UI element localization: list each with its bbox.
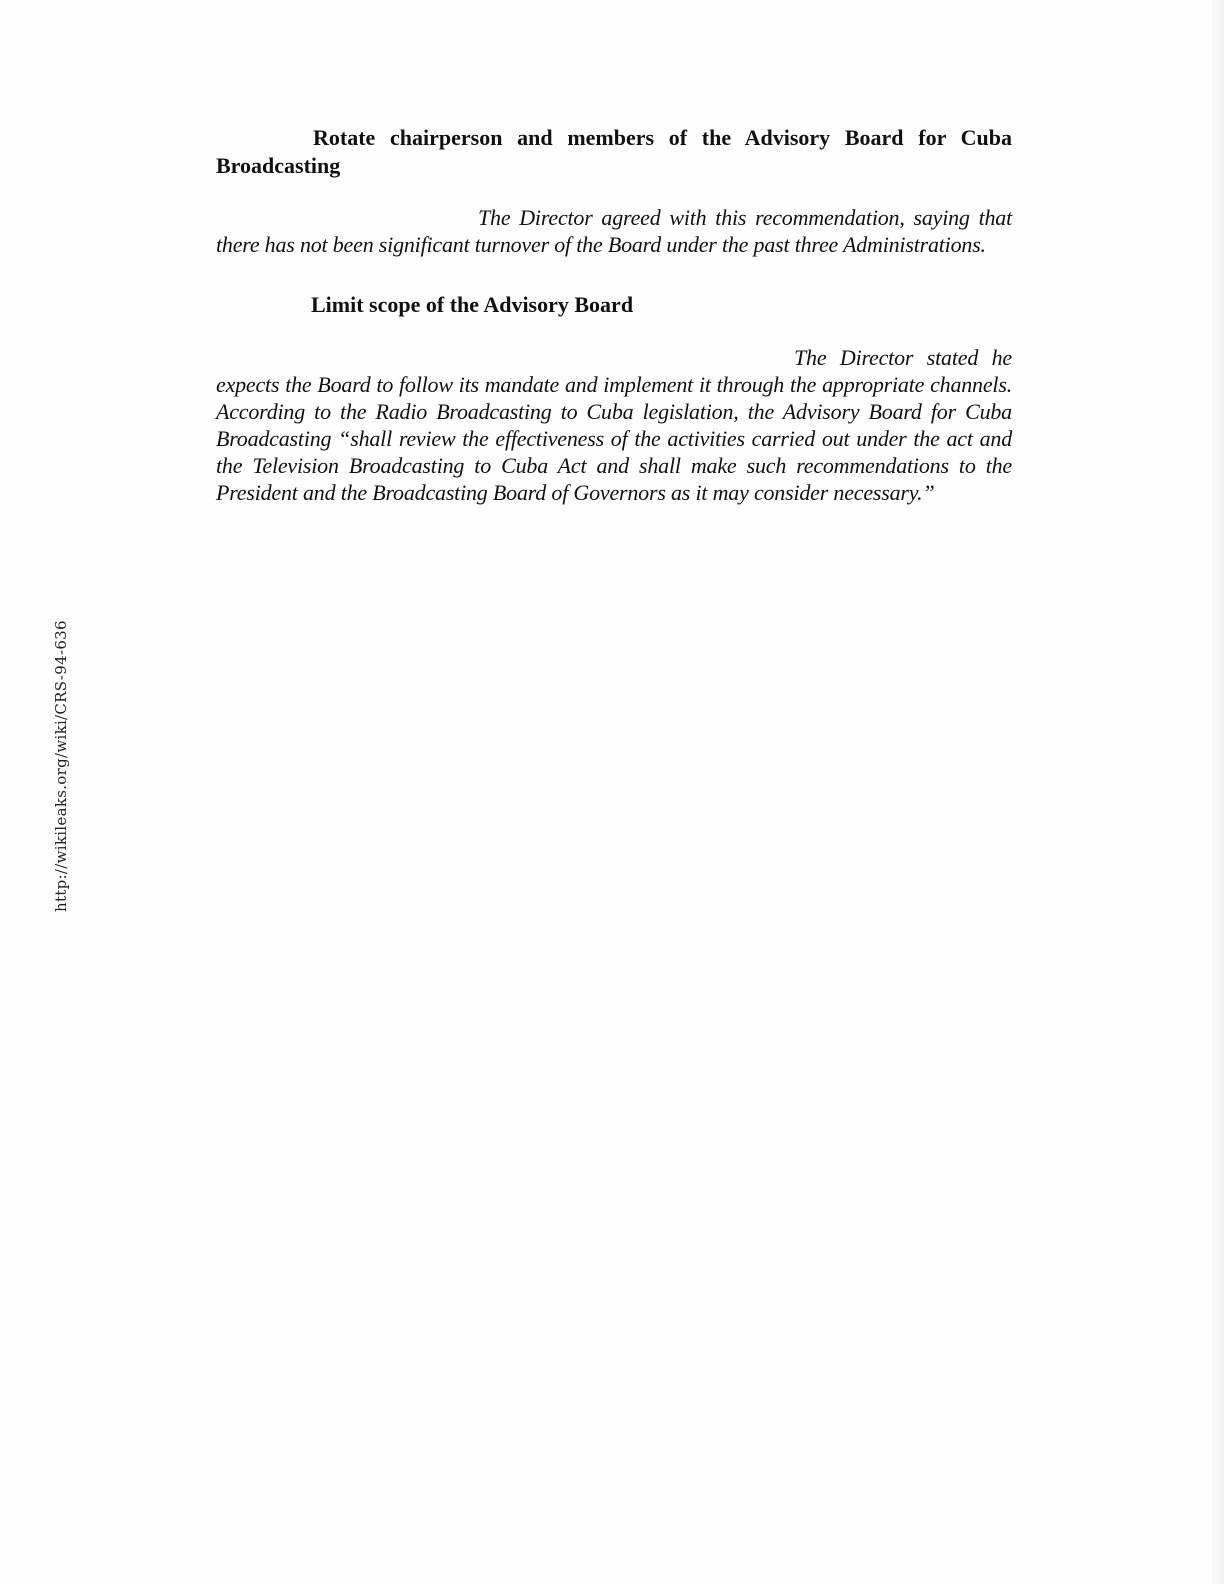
- document-body: [216, 124, 1012, 506]
- section-heading-limit-scope: Limit scope of the Advisory Board: [311, 292, 634, 317]
- section-heading-rotate-board: Rotate chairperson and members of the Advisory Board for Cuba Broadcasting: [216, 125, 1012, 178]
- director-response-paragraph-1: The Director agreed with this recommendation, saying that there has not been significant turnover of the Board under the past three Administrations.: [216, 205, 1012, 257]
- page-edge: [1212, 0, 1224, 1584]
- director-response-paragraph-2: The Director stated he expects the Board to follow its mandate and implement it through the appropriate channels. According to the Radio Broadcasting to Cuba legislation, the Advisory Board for Cuba Broadcasting “shall review the effectiveness of the activities carried out under the act and the Television Broadcasting to Cuba Act and shall make such recommendations to the President and the Broadcasting Board of Governors as it may consider necessary.”: [216, 345, 1012, 505]
- margin-url-watermark: http://wikileaks.org/wiki/CRS-94-636: [52, 620, 70, 912]
